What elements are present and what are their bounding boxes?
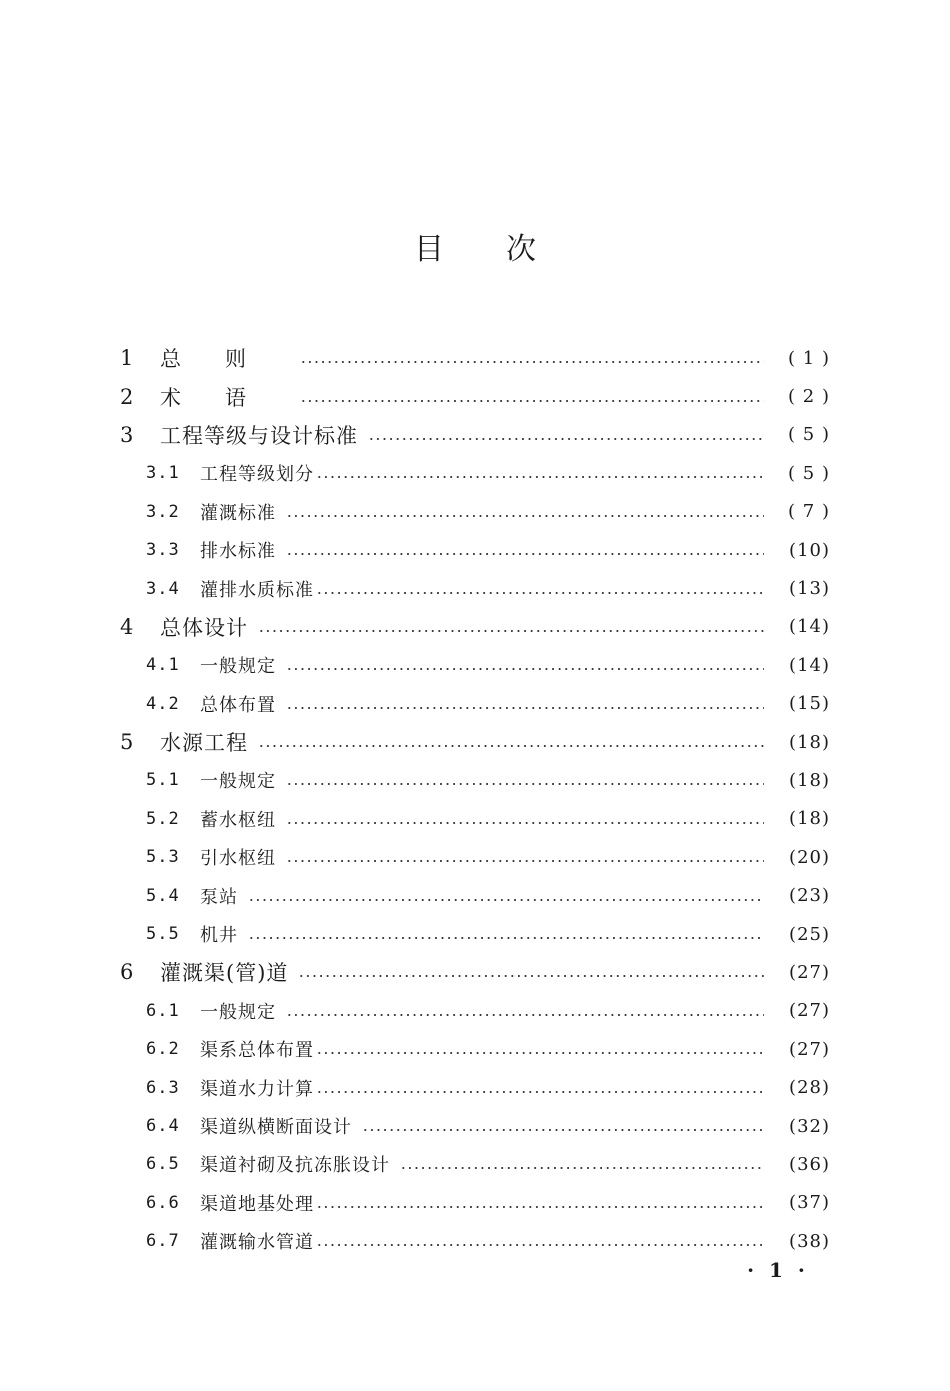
dot-leader — [286, 553, 764, 555]
toc-entry-page: (36) — [789, 1153, 830, 1175]
toc-section-row[interactable] — [118, 531, 830, 569]
toc-entry-title: 机井 — [200, 925, 238, 947]
toc-entry-number: 2 — [120, 384, 134, 409]
toc-entry-page: (20) — [789, 846, 830, 868]
toc-section-row[interactable] — [118, 1107, 830, 1145]
toc-section-row[interactable] — [118, 992, 830, 1030]
toc-section-row[interactable] — [118, 761, 830, 799]
toc-entry-number: 6.4 — [146, 1116, 180, 1136]
dot-leader — [258, 745, 764, 747]
toc-entry-title: 一般规定 — [200, 771, 276, 793]
toc-section-row[interactable] — [118, 646, 830, 684]
toc-section-row[interactable] — [118, 569, 830, 607]
dot-leader — [316, 1244, 764, 1246]
toc-entry-number: 3.1 — [146, 463, 180, 484]
toc-section-row[interactable] — [118, 1068, 830, 1106]
toc-section-row[interactable] — [118, 800, 830, 838]
toc-chapter-row[interactable] — [118, 953, 830, 991]
toc-entry-number: 6.7 — [146, 1231, 180, 1252]
table-of-contents — [118, 339, 830, 1260]
toc-entry-number: 6.5 — [146, 1154, 180, 1175]
toc-entry-page: ( 5 ) — [788, 462, 830, 484]
toc-entry-title: 术语 — [160, 385, 290, 410]
toc-entry-title: 总则 — [160, 347, 290, 372]
dot-leader — [258, 630, 764, 632]
toc-entry-page: (37) — [789, 1192, 830, 1214]
toc-section-row[interactable] — [118, 1184, 830, 1222]
toc-entry-title: 灌溉渠(管)道 — [160, 961, 289, 986]
toc-entry-title: 水源工程 — [160, 731, 248, 756]
toc-chapter-row[interactable] — [118, 608, 830, 646]
toc-entry-number: 6.3 — [146, 1077, 180, 1098]
toc-section-row[interactable] — [118, 493, 830, 531]
toc-entry-number: 4.1 — [146, 655, 180, 676]
toc-entry-title: 工程等级与设计标准 — [160, 423, 358, 448]
dot-leader — [286, 668, 764, 670]
toc-entry-page: (32) — [789, 1115, 830, 1137]
dot-leader — [368, 438, 764, 440]
toc-entry-number: 6.6 — [146, 1192, 180, 1213]
toc-chapter-row[interactable] — [118, 723, 830, 761]
toc-chapter-row[interactable] — [118, 339, 830, 377]
toc-entry-title: 引水枢纽 — [200, 848, 276, 870]
dot-leader — [286, 822, 764, 824]
toc-entry-title: 渠道地基处理 — [200, 1193, 314, 1215]
toc-entry-page: ( 1 ) — [788, 347, 830, 369]
toc-entry-title: 渠道纵横断面设计 — [200, 1117, 352, 1138]
toc-entry-title: 排水标准 — [200, 541, 276, 563]
toc-entry-page: (14) — [789, 654, 830, 676]
toc-entry-number: 6.1 — [146, 1000, 180, 1021]
dot-leader — [300, 400, 764, 402]
toc-entry-number: 5.4 — [146, 885, 180, 906]
toc-section-row[interactable] — [118, 838, 830, 876]
dot-leader — [286, 783, 764, 785]
toc-chapter-row[interactable] — [118, 377, 830, 415]
toc-entry-number: 3.3 — [146, 540, 180, 561]
toc-entry-title: 渠道水力计算 — [200, 1078, 314, 1100]
toc-entry-page: (10) — [789, 539, 830, 561]
toc-section-row[interactable] — [118, 454, 830, 492]
toc-entry-number: 3.2 — [146, 501, 180, 522]
toc-entry-title: 一般规定 — [200, 1001, 276, 1023]
toc-entry-page: (27) — [789, 961, 830, 983]
toc-entry-page: (23) — [789, 885, 830, 907]
dot-leader — [362, 1129, 764, 1131]
dot-leader — [316, 1052, 764, 1054]
toc-section-row[interactable] — [118, 1030, 830, 1068]
toc-entry-title: 灌排水质标准 — [200, 579, 314, 601]
toc-entry-page: (28) — [789, 1077, 830, 1099]
toc-entry-title: 渠道衬砌及抗冻胀设计 — [200, 1155, 390, 1177]
toc-entry-page: ( 7 ) — [788, 501, 830, 523]
toc-entry-number: 5.1 — [146, 770, 180, 791]
page-title: 目次 — [414, 232, 598, 267]
toc-entry-title: 工程等级划分 — [200, 464, 314, 486]
toc-entry-page: (13) — [789, 578, 830, 600]
dot-leader — [316, 476, 764, 478]
dot-leader — [248, 937, 764, 939]
toc-entry-number: 5.3 — [146, 847, 180, 868]
dot-leader — [286, 707, 764, 709]
page-number: · 1 · — [747, 1258, 809, 1282]
toc-entry-page: (18) — [789, 769, 830, 791]
toc-entry-number: 4.2 — [146, 693, 180, 714]
toc-entry-page: ( 2 ) — [788, 386, 830, 408]
toc-section-row[interactable] — [118, 1145, 830, 1183]
toc-entry-title: 一般规定 — [200, 656, 276, 678]
dot-leader — [316, 1091, 764, 1093]
dot-leader — [286, 1014, 764, 1016]
dot-leader — [286, 860, 764, 862]
toc-entry-number: 5.2 — [146, 808, 180, 829]
toc-entry-title: 灌溉输水管道 — [200, 1232, 314, 1254]
toc-entry-page: (27) — [789, 1000, 830, 1022]
dot-leader — [248, 899, 764, 901]
toc-section-row[interactable] — [118, 915, 830, 953]
toc-entry-number: 5 — [120, 730, 134, 755]
toc-entry-title: 灌溉标准 — [200, 502, 276, 524]
toc-entry-page: (25) — [789, 923, 830, 945]
toc-entry-number: 1 — [120, 346, 134, 371]
toc-section-row[interactable] — [118, 1222, 830, 1260]
toc-section-row[interactable] — [118, 876, 830, 914]
dot-leader — [286, 515, 764, 517]
toc-entry-title: 总体设计 — [160, 615, 248, 640]
dot-leader — [298, 975, 764, 977]
toc-chapter-row[interactable] — [118, 416, 830, 454]
toc-entry-number: 3.4 — [146, 578, 180, 599]
toc-entry-page: (14) — [789, 616, 830, 638]
toc-entry-title: 蓄水枢纽 — [200, 809, 276, 831]
toc-entry-title: 总体布置 — [200, 694, 276, 716]
dot-leader — [316, 592, 764, 594]
toc-entry-number: 4 — [120, 614, 134, 639]
toc-entry-number: 6.2 — [146, 1039, 180, 1060]
dot-leader — [316, 1206, 764, 1208]
toc-entry-page: ( 5 ) — [788, 424, 830, 446]
toc-section-row[interactable] — [118, 685, 830, 723]
dot-leader — [400, 1167, 764, 1169]
toc-entry-number: 5.5 — [146, 924, 180, 945]
dot-leader — [300, 361, 764, 363]
toc-entry-page: (38) — [789, 1230, 830, 1252]
toc-entry-page: (15) — [789, 693, 830, 715]
toc-entry-number: 6 — [120, 960, 134, 985]
toc-entry-page: (18) — [789, 731, 830, 753]
toc-entry-title: 泵站 — [200, 886, 238, 908]
toc-entry-page: (18) — [789, 808, 830, 830]
toc-entry-page: (27) — [789, 1038, 830, 1060]
toc-entry-title: 渠系总体布置 — [200, 1040, 314, 1062]
toc-entry-number: 3 — [120, 422, 134, 447]
